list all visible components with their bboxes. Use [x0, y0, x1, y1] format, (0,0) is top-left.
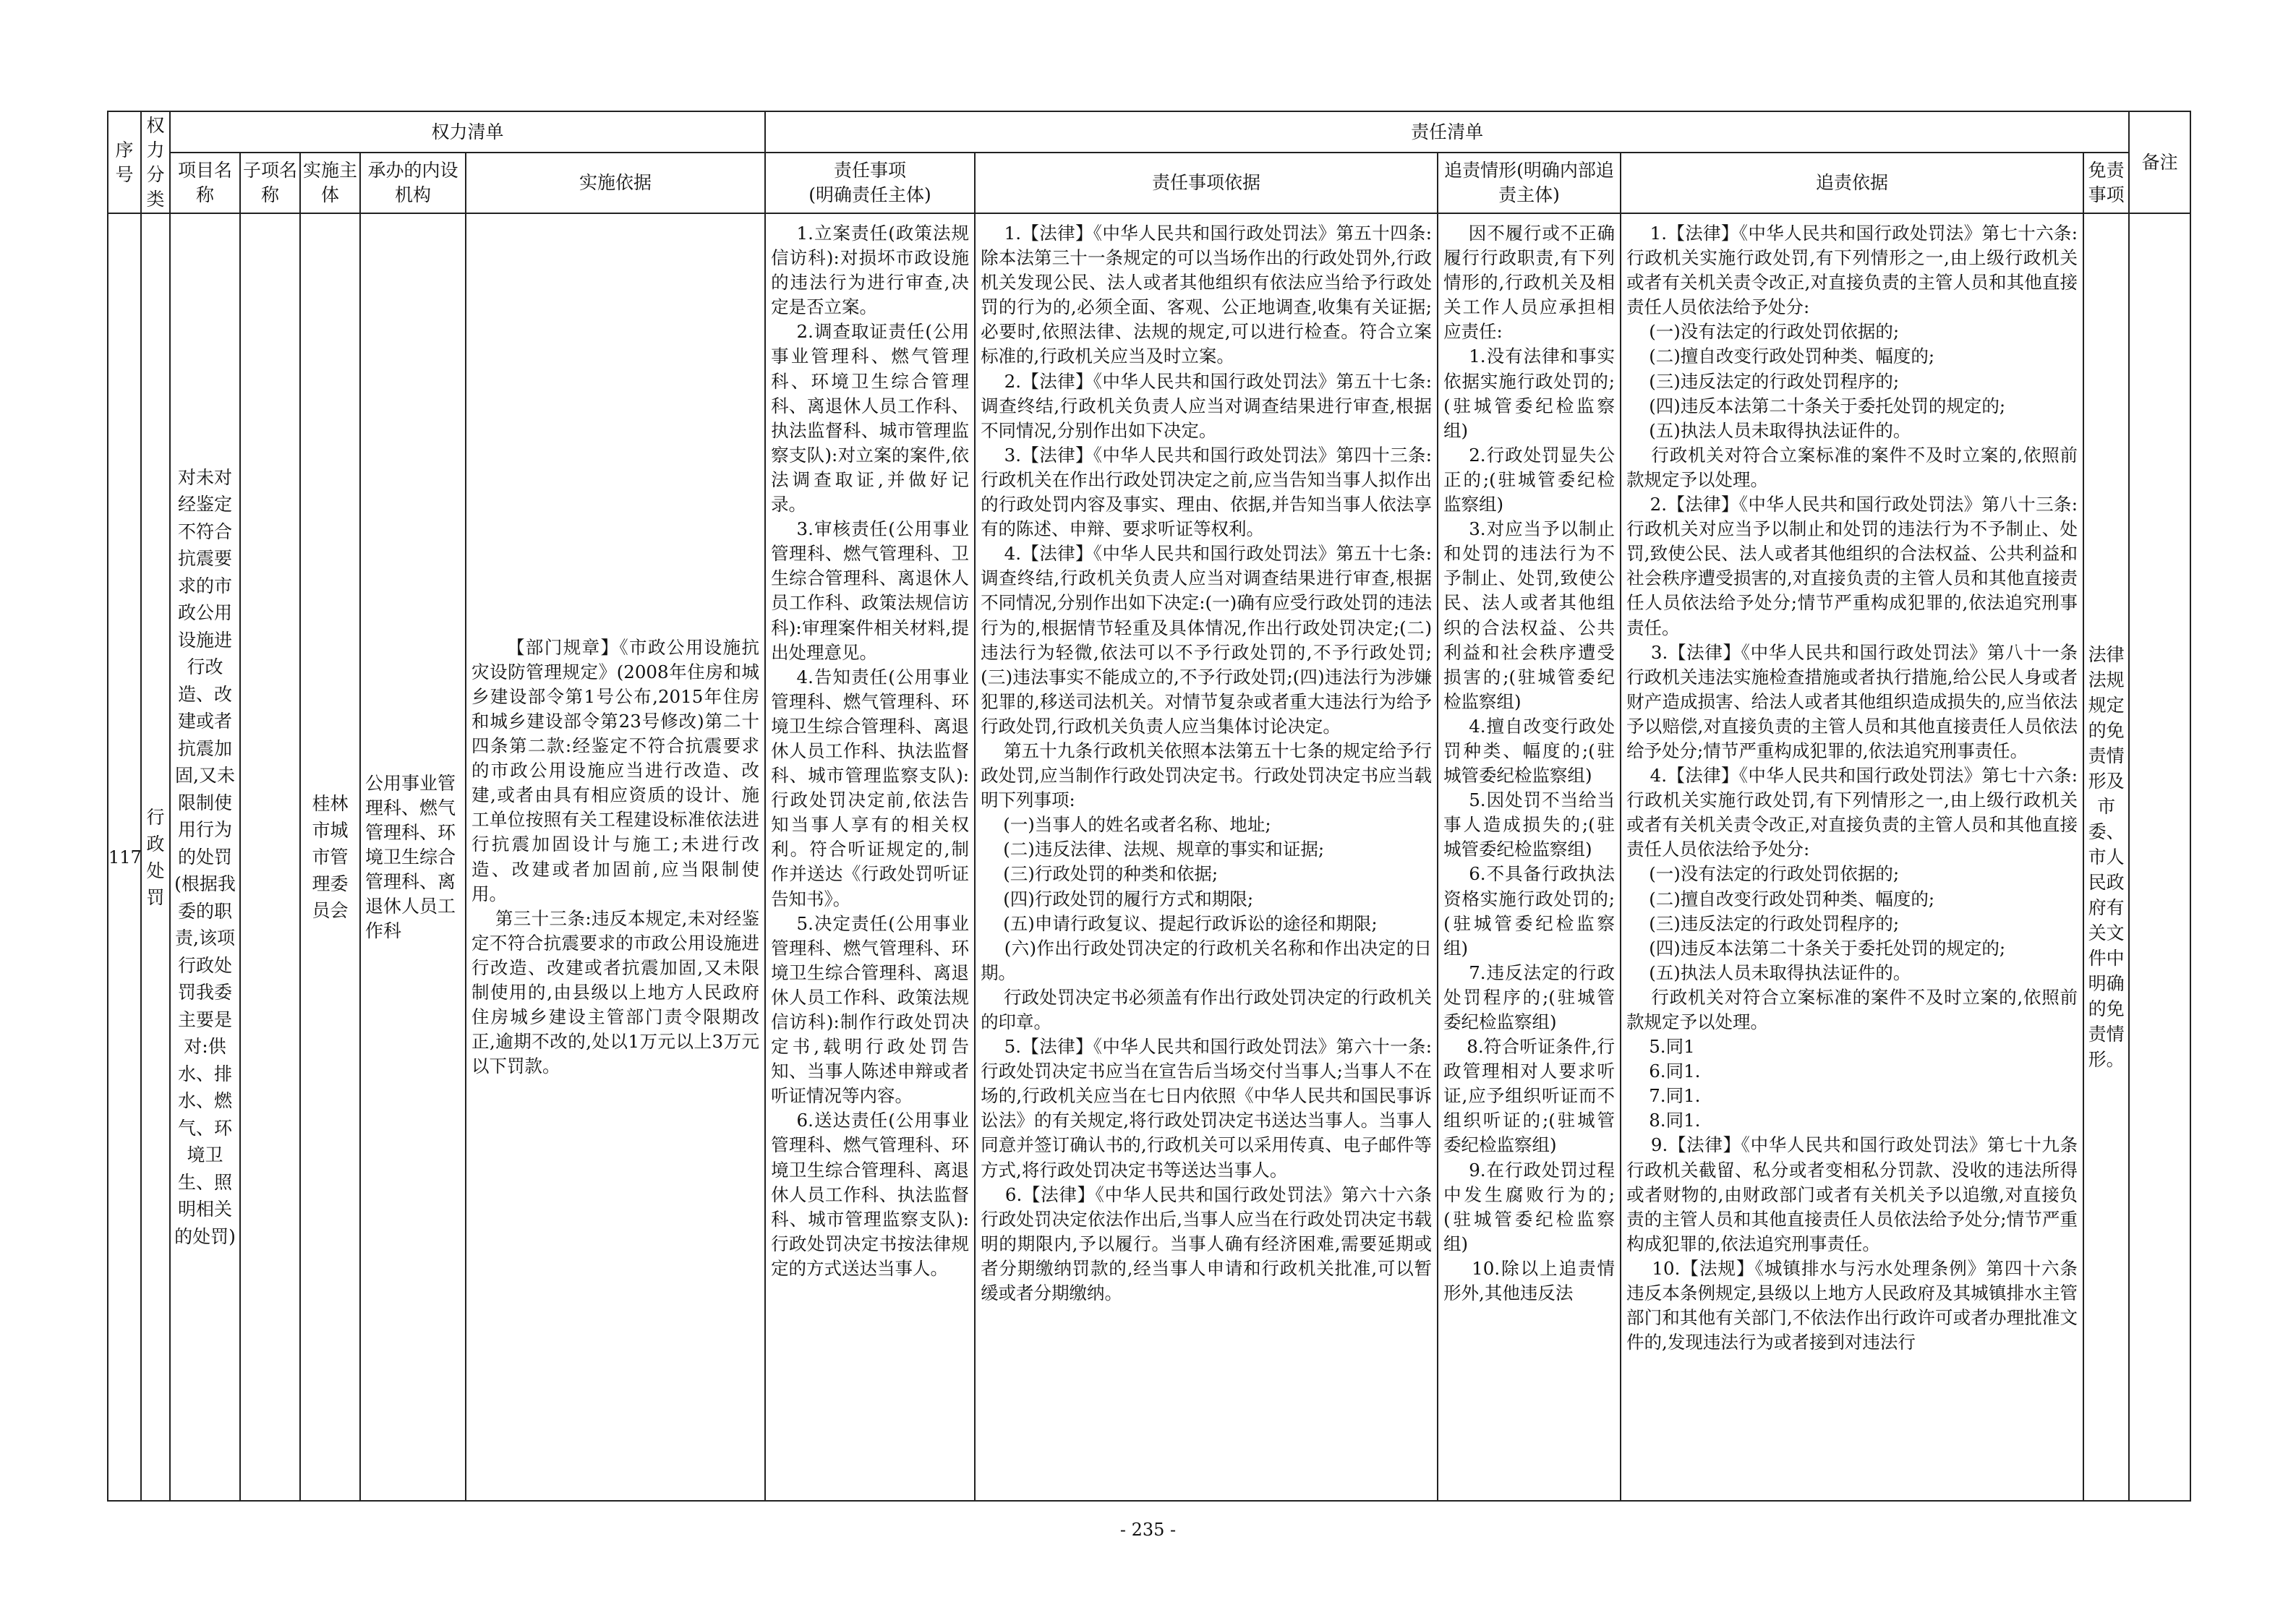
header-dept: 承办的内设机构 [360, 153, 466, 213]
responsibility-table [107, 111, 2191, 1502]
row-accountability: 因不履行或不正确履行行政职责,有下列情形的,行政机关及相关工作人员应承担相应责任: 1.没有法律和事实依据实施行政处罚的;(驻城管委纪检监察组) 2.行政处罚显失公正的;(驻城管委纪检监察组) 3.对应当予以制止和处罚的违法行为不予制止、处罚,致使公民、法人或者其他组织的合法权益、公共利益和社会秩序遭受损害的;(驻城管委纪检监察组) 4.擅自改变行政处罚种类、幅度的;(驻城管委纪检监察组) 5.因处罚不当给当事人造成损失的;(驻城管委纪检监察组) 6.不具备行政执法资格实施行政处罚的;(驻城管委纪检监察组) 7.违反法定的行政处罚程序的;(驻城管委纪检监察组) 8.符合听证条件,行政管理相对人要求听证,应予组织听证而不组织听证的;(驻城管委纪检监察组) 9.在行政处罚过程中发生腐败行为的;(驻城管委纪检监察组) 10.除以上追责情形外,其他违反法 [1443, 223, 1616, 1304]
page-number: - 235 - [1119, 1520, 1177, 1540]
row-impl-subject: 桂林市城市管理委员会 [300, 213, 360, 1501]
row-resp-basis-cell [975, 213, 1438, 1501]
row-resp-item: 1.立案责任(政策法规信访科):对损坏市政设施的违法行为进行审查,决定是否立案。 2.调查取证责任(公用事业管理科、燃气管理科、环境卫生综合管理科、离退休人员工作科、执法监督科、城市管理监察支队):对立案的案件,依法调查取证,并做好记录。 3.审核责任(公用事业管理科、燃气管理科、卫生综合管理科、离退休人员工作科、政策法规信访科):审理案件相关材料,提出处理意见。 4.告知责任(公用事业管理科、燃气管理科、环境卫生综合管理科、离退休人员工作科、执法监督科、城市管理监察支队):行政处罚决定前,依法告知当事人享有的相关权利。符合听证规定的,制作并送达《行政处罚听证告知书》。 5.决定责任(公用事业管理科、燃气管理科、环境卫生综合管理科、离退休人员工作科、政策法规信访科):制作行政处罚决定书,载明行政处罚告知、当事人陈述申辩或者听证情况等内容。 6.送达责任(公用事业管理科、燃气管理科、环境卫生综合管理科、离退休人员工作科、执法监督科、城市管理监察支队):行政处罚决定书按法律规定的方式送达当事人。 [771, 223, 970, 1279]
header-impl-subject: 实施主体 [300, 153, 360, 213]
row-account-basis: 1.【法律】《中华人民共和国行政处罚法》第七十六条:行政机关实施行政处罚,有下列情形之一,由上级行政机关或者有关机关责令改正,对直接负责的主管人员和其他直接责任人员依法给予处分: (一)没有法定的行政处罚依据的; (二)擅自改变行政处罚种类、幅度的; (三)违反法定的行政处罚程序的; (四)违反本法第二十条关于委托处罚的规定的; (五)执法人员未取得执法证件的。 行政机关对符合立案标准的案件不及时立案的,依照前款规定予以处理。 2.【法律】《中华人民共和国行政处罚法》第八十三条: 行政机关对应当予以制止和处罚的违法行为不予制止、处罚,致使公民、法人或者其他组织的合法权益、公共利益和社会秩序遭受损害的,对直接负责的主管人员和其他直接责任人员依法给予处分;情节严重构成犯罪的,依法追究刑事责任。 3.【法律】《中华人民共和国行政处罚法》第八十一条 行政机关违法实施检查措施或者执行措施,给公民人身或者财产造成损害、给法人或者其他组织造成损失的,应当依法予以赔偿,对直接负责的主管人员和其他直接责任人员依法给予处分;情节严重构成犯罪的,依法追究刑事责任。 4.【法律】《中华人民共和国行政处罚法》第七十六条:行政机关实施行政处罚,有下列情形之一,由上级行政机关或者有关机关责令改正,对直接负责的主管人员和其他直接责任人员依法给予处分: (一)没有法定的行政处罚依据的; (二)擅自改变行政处罚种类、幅度的; (三)违反法定的行政处罚程序的; (四)违反本法第二十条关于委托处罚的规定的; (五)执法人员未取得执法证件的。 行政机关对符合立案标准的案件不及时立案的,依照前款规定予以处理。 5.同1 6.同1. 7.同1. 8.同1. 9.【法律】《中华人民共和国行政处罚法》第七十九条 行政机关截留、私分或者变相私分罚款、没收的违法所得或者财物的,由财政部门或者有关机关予以追缴,对直接负责的主管人员和其他直接责任人员依法给予处分;情节严重构成犯罪的,依法追究刑事责任。 10.【法规】《城镇排水与污水处理条例》第四十六条 违反本条例规定,县级以上地方人民政府及其城镇排水主管部门和其他有关部门,不依法作出行政许可或者办理批准文件的,发现违法行为或者接到对违法行 [1626, 223, 2078, 1353]
row-power-type: 行政处罚 [141, 213, 170, 1501]
row-resp-basis: 1.【法律】《中华人民共和国行政处罚法》第五十四条:除本法第三十一条规定的可以当场作出的行政处罚外,行政机关发现公民、法人或者其他组织有依法应当给予行政处罚的行为的,必须全面、客观、公正地调查,收集有关证据;必要时,依照法律、法规的规定,可以进行检查。符合立案标准的,行政机关应当及时立案。 2.【法律】《中华人民共和国行政处罚法》第五十七条:调查终结,行政机关负责人应当对调查结果进行审查,根据不同情况,分别作出如下决定。 3.【法律】《中华人民共和国行政处罚法》第四十三条:行政机关在作出行政处罚决定之前,应当告知当事人拟作出的行政处罚内容及事实、理由、依据,并告知当事人依法享有的陈述、申辩、要求听证等权利。 4.【法律】《中华人民共和国行政处罚法》第五十七条:调查终结,行政机关负责人应当对调查结果进行审查,根据不同情况,分别作出如下决定:(一)确有应受行政处罚的违法行为的,根据情节轻重及具体情况,作出行政处罚决定;(二)违法行为轻微,依法可以不予行政处罚的,不予行政处罚;(三)违法事实不能成立的,不予行政处罚;(四)违法行为涉嫌犯罪的,移送司法机关。对情节复杂或者重大违法行为给予行政处罚,行政机关负责人应当集体讨论决定。 第五十九条行政机关依照本法第五十七条的规定给予行政处罚,应当制作行政处罚决定书。行政处罚决定书应当载明下列事项: (一)当事人的姓名或者名称、地址; (二)违反法律、法规、规章的事实和证据; (三)行政处罚的种类和依据; (四)行政处罚的履行方式和期限; (五)申请行政复议、提起行政诉讼的途径和期限; (六)作出行政处罚决定的行政机关名称和作出决定的日期。 行政处罚决定书必须盖有作出行政处罚决定的行政机关的印章。 5.【法律】《中华人民共和国行政处罚法》第六十一条:行政处罚决定书应当在宣告后当场交付当事人;当事人不在场的,行政机关应当在七日内依照《中华人民共和国民事诉讼法》的有关规定,将行政处罚决定书送达当事人。当事人同意并签订确认书的,行政机关可以采用传真、电子邮件等方式,将行政处罚决定书等送达当事人。 6.【法律】《中华人民共和国行政处罚法》第六十六条 行政处罚决定依法作出后,当事人应当在行政处罚决定书载明的期限内,予以履行。当事人确有经济困难,需要延期或者分期缴纳罚款的,经当事人申请和行政机关批准,可以暂缓或者分期缴纳。 [981, 223, 1433, 1304]
header-impl-basis: 实施依据 [466, 153, 765, 213]
header-sub-item: 子项名称 [240, 153, 300, 213]
header-resp-item: 责任事项 (明确责任主体) [765, 153, 975, 213]
row-impl-basis: 【部门规章】《市政公用设施抗灾设防管理规定》(2008年住房和城乡建设部令第1号公布,2015年住房和城乡建设部令第23号修改)第二十四条第二款:经鉴定不符合抗震要求的市政公用设施应当进行改造、改建,或者由具有相应资质的设计、施工单位按照有关工程建设标准依法进行抗震加固设计与施工;未进行改造、改建或者加固前,应当限制使用。 第三十三条:违反本规定,未对经鉴定不符合抗震要求的市政公用设施进行改造、改建或者抗震加固,又未限制使用的,由县级以上地方人民政府住房城乡建设主管部门责令限期改正,逾期不改的,处以1万元以上3万元以下罚款。 [471, 636, 760, 1077]
header-accountability: 追责情形(明确内部追责主体) [1438, 153, 1621, 213]
header-item-name: 项目名称 [170, 153, 240, 213]
row-impl-basis-cell [466, 213, 765, 1501]
header-power-type: 权力分类 [141, 111, 170, 213]
row-accountability-cell [1438, 213, 1621, 1501]
header-account-basis: 追责依据 [1621, 153, 2083, 213]
header-resp-list: 责任清单 [765, 111, 2129, 153]
row-account-basis-cell [1621, 213, 2083, 1501]
header-resp-basis: 责任事项依据 [975, 153, 1438, 213]
row-sub-item [240, 213, 300, 1501]
row-seq: 117 [108, 213, 141, 1501]
row-exempt: 法律法规规定的免责情形及市委、市人民政府有关文件中明确的免责情形。 [2083, 213, 2129, 1501]
header-exempt: 免责事项 [2083, 153, 2129, 213]
row-item-name: 对未对经鉴定不符合抗震要求的市政公用设施进行改造、改建或者抗震加固,又未限制使用行为的处罚(根据我委的职责,该项行政处罚我委主要是对:供水、排水、燃气、环境卫生、照明相关的处罚) [170, 213, 240, 1501]
table-row [108, 213, 2190, 1501]
row-remark [2129, 213, 2190, 1501]
row-resp-item-cell [765, 213, 975, 1501]
header-power-list: 权力清单 [170, 111, 765, 153]
header-remark: 备注 [2129, 111, 2190, 213]
row-dept: 公用事业管理科、燃气管理科、环境卫生综合管理科、离退休人员工作科 [360, 213, 466, 1501]
header-seq: 序号 [108, 111, 141, 213]
